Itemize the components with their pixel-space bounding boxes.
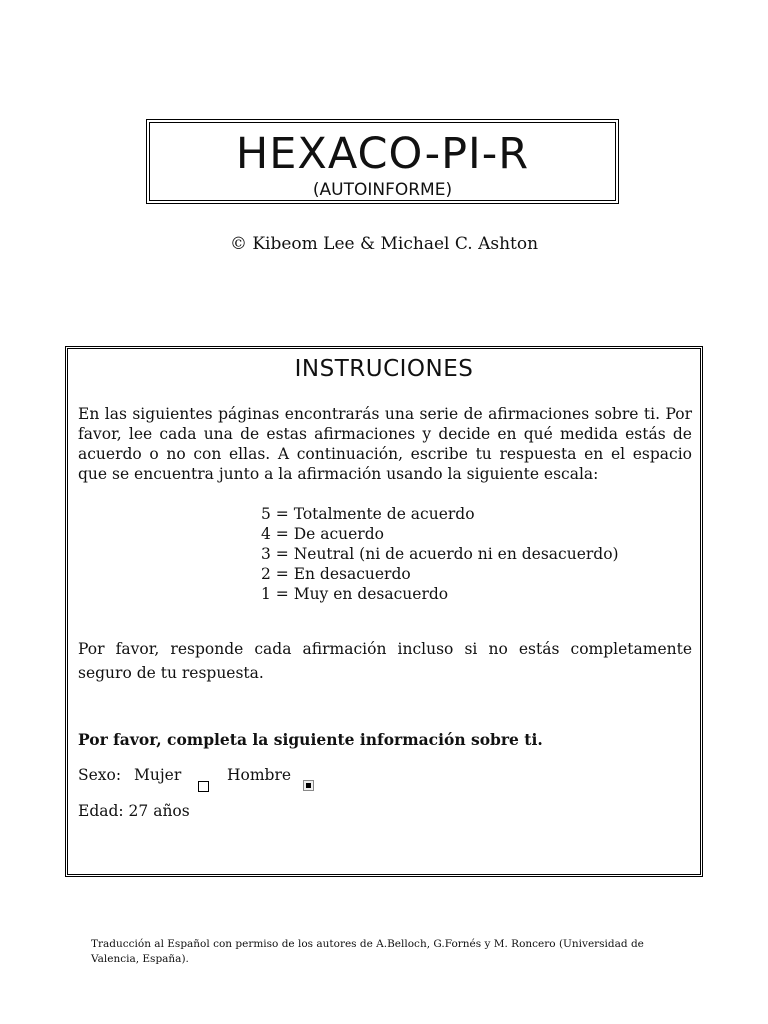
scale-item-5: 5 = Totalmente de acuerdo bbox=[261, 505, 475, 523]
female-checkbox[interactable] bbox=[198, 781, 209, 792]
instructions-heading: INSTRUCIONES bbox=[294, 356, 474, 382]
option-male-label: Hombre bbox=[227, 766, 292, 784]
instructions-paragraph: En las siguientes páginas encontrarás una serie de afirmaciones sobre ti. Por favor, lee cada una de estas afirmaciones y decide en qué medida estás de acuerdo o no con ellas. A continuación, escribe tu respuesta en el espacio que se encuentra junto a la afirmación usando la siguiente escala: bbox=[78, 405, 692, 483]
page-subtitle: (AUTOINFORME) bbox=[312, 180, 453, 200]
male-checkbox[interactable] bbox=[303, 780, 314, 791]
personal-info-prompt: Por favor, completa la siguiente información sobre ti. bbox=[78, 730, 543, 749]
scale-item-1: 1 = Muy en desacuerdo bbox=[261, 585, 449, 603]
answer-all-paragraph: Por favor, responde cada afirmación incluso si no estás completamente seguro de tu respuesta. bbox=[78, 640, 692, 682]
page-title: HEXACO-PI-R bbox=[235, 129, 530, 179]
checked-mark-icon bbox=[306, 783, 311, 788]
age-field: Edad: 27 años bbox=[78, 802, 190, 820]
scale-item-2: 2 = En desacuerdo bbox=[261, 565, 411, 583]
scale-item-4: 4 = De acuerdo bbox=[261, 525, 384, 543]
translation-footnote: Traducción al Español con permiso de los autores de A.Belloch, G.Fornés y M. Roncero (Universidad de Valencia, España). bbox=[91, 938, 644, 965]
sex-label: Sexo: bbox=[78, 766, 122, 784]
instructions-box bbox=[65, 346, 703, 877]
title-box bbox=[146, 119, 619, 204]
scale-item-3: 3 = Neutral (ni de acuerdo ni en desacuerdo) bbox=[261, 545, 619, 563]
option-female-label: Mujer bbox=[134, 766, 182, 784]
copyright-line: © Kibeom Lee & Michael C. Ashton bbox=[229, 234, 539, 254]
rating-scale bbox=[261, 504, 619, 604]
